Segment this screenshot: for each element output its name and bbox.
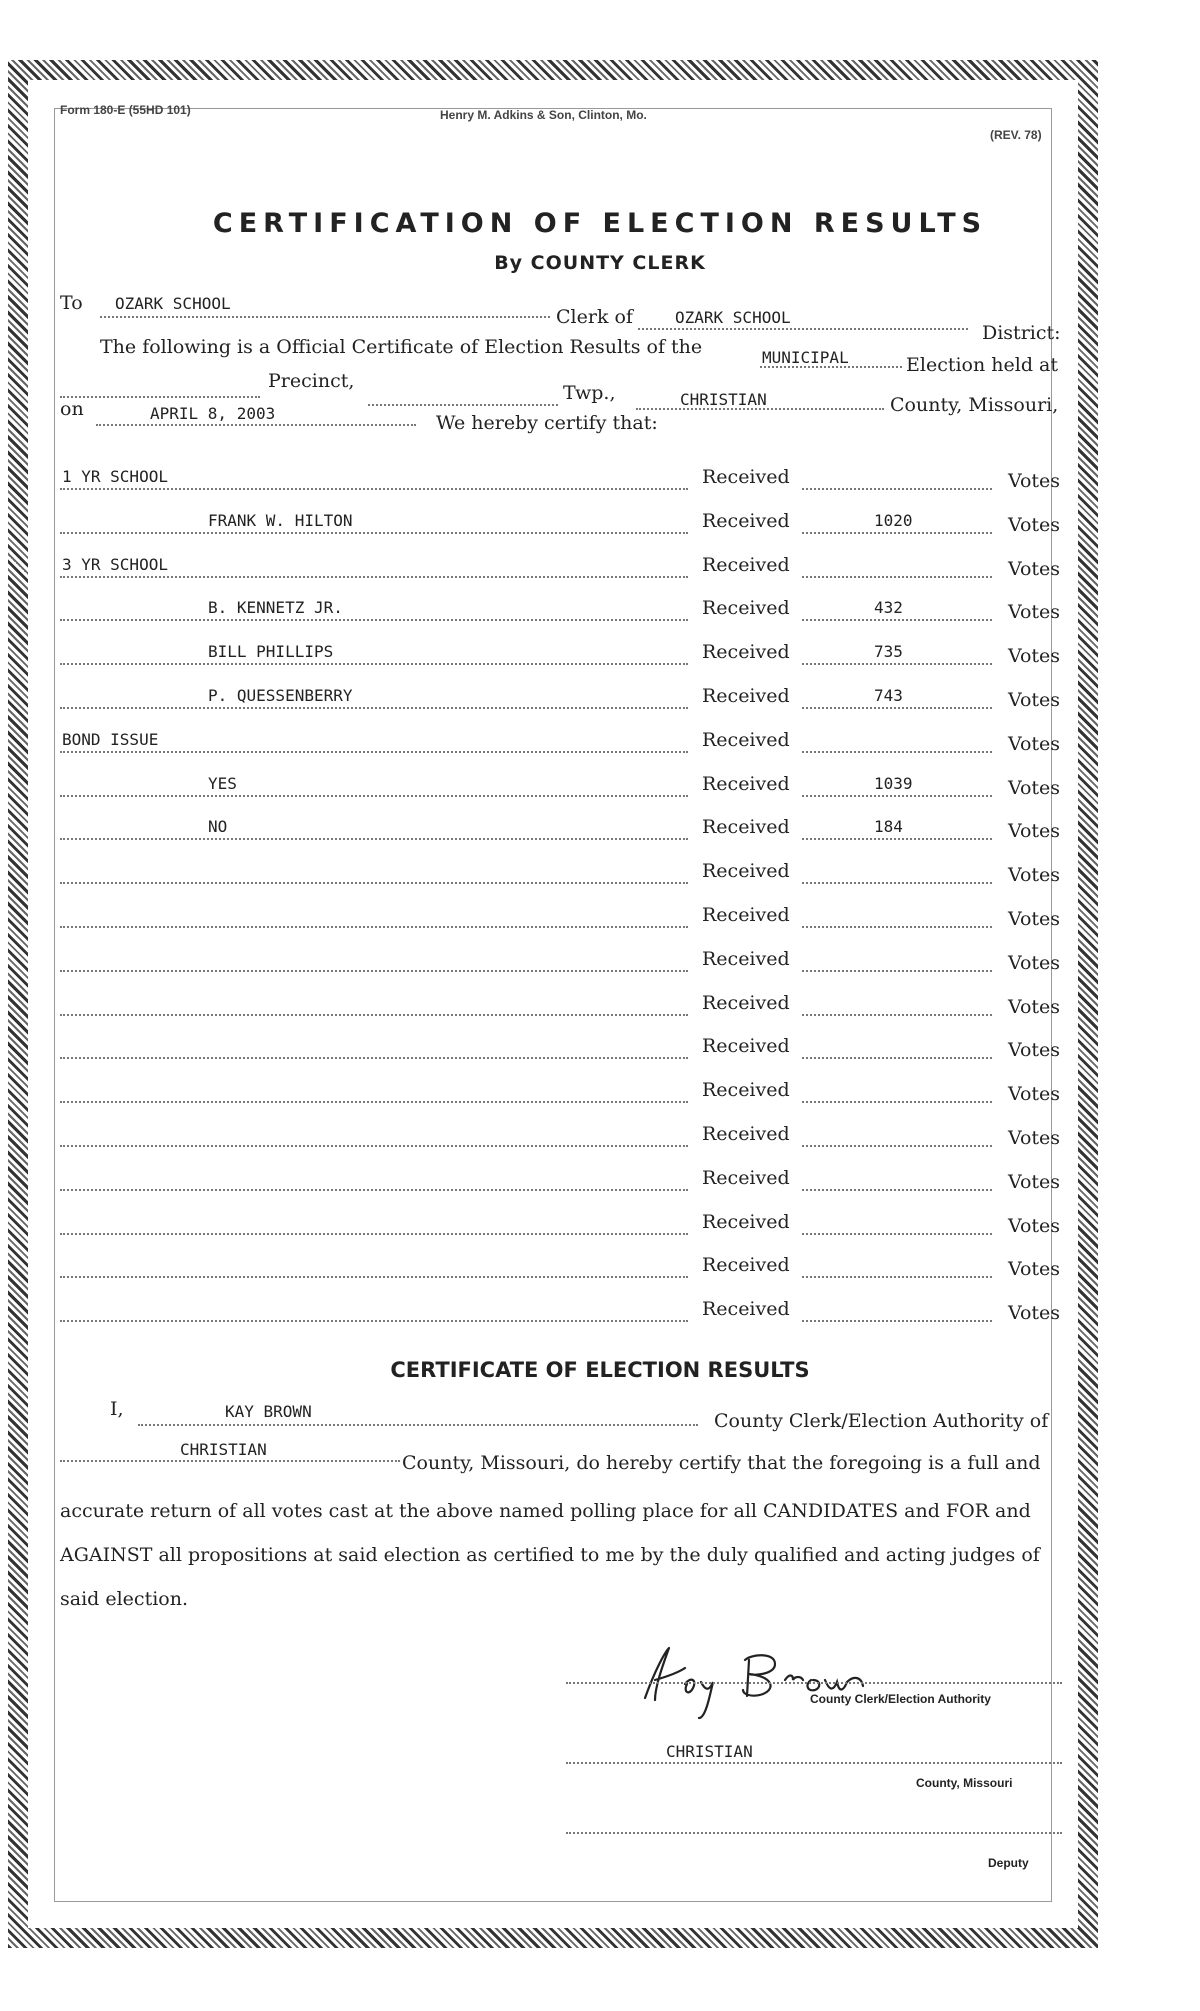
received-label: Received (702, 947, 790, 970)
result-row (60, 944, 1060, 978)
received-label: Received (702, 860, 790, 883)
result-name-line (60, 988, 688, 1016)
votes-label: Votes (1008, 645, 1061, 668)
result-row (60, 900, 1060, 934)
received-label: Received (702, 991, 790, 1014)
received-label: Received (702, 597, 790, 620)
result-row (60, 856, 1060, 890)
certificate-heading: CERTIFICATE OF ELECTION RESULTS (390, 1358, 810, 1382)
document-title: CERTIFICATION OF ELECTION RESULTS (212, 208, 988, 239)
vote-count-line (802, 725, 992, 753)
document-subtitle: By COUNTY CLERK (494, 252, 706, 274)
cert-county-value: CHRISTIAN (180, 1440, 267, 1459)
vote-count-line (802, 944, 992, 972)
precinct-label: Precinct, (268, 370, 355, 392)
result-name: 1 YR SCHOOL (62, 467, 168, 486)
votes-label: Votes (1008, 1214, 1061, 1237)
result-row (60, 769, 1060, 803)
vote-count: 184 (874, 817, 903, 837)
vote-count: 432 (874, 598, 903, 618)
cert-body-line2: accurate return of all votes cast at the above named polling place for all CANDIDATES and FOR and (60, 1500, 1031, 1522)
result-row (60, 1207, 1060, 1241)
result-name: NO (208, 817, 228, 837)
date-value: APRIL 8, 2003 (150, 404, 276, 423)
received-label: Received (702, 1035, 790, 1058)
result-name-line (60, 1250, 688, 1278)
result-row (60, 1294, 1060, 1328)
county-value: CHRISTIAN (680, 390, 767, 409)
vote-count: 1039 (874, 773, 913, 793)
result-name-line (60, 769, 688, 797)
received-label: Received (702, 1210, 790, 1233)
deputy-label: Deputy (988, 1856, 1029, 1870)
vote-count-line (802, 988, 992, 1016)
votes-label: Votes (1008, 1170, 1061, 1193)
result-name-line (60, 1031, 688, 1059)
received-label: Received (702, 1298, 790, 1321)
authority-label: County Clerk/Election Authority of (714, 1410, 1049, 1432)
received-label: Received (702, 1166, 790, 1189)
clerk-name-line (138, 1424, 698, 1426)
votes-label: Votes (1008, 1258, 1061, 1281)
votes-label: Votes (1008, 601, 1061, 624)
cert-body-line3: AGAINST all propositions at said election as certified to me by the duly qualified and acting judges of (60, 1544, 1040, 1566)
received-label: Received (702, 904, 790, 926)
i-label: I, (110, 1398, 124, 1420)
received-label: Received (702, 641, 790, 664)
votes-label: Votes (1008, 557, 1061, 580)
result-row (60, 637, 1060, 671)
result-name: BOND ISSUE (62, 729, 159, 749)
intro-line1: The following is a Official Certificate of Election Results of the (100, 336, 703, 358)
vote-count-line (802, 769, 992, 797)
votes-label: Votes (1008, 1039, 1061, 1062)
votes-label: Votes (1008, 995, 1061, 1018)
received-label: Received (702, 728, 790, 751)
twp-blank-line (368, 404, 558, 406)
sig-county-line (566, 1762, 1062, 1764)
result-row (60, 462, 1060, 496)
vote-count-line (802, 856, 992, 884)
votes-label: Votes (1008, 513, 1061, 536)
vote-count-line (802, 681, 992, 709)
result-row (60, 1119, 1060, 1153)
vote-count: 743 (874, 686, 903, 705)
votes-label: Votes (1008, 1302, 1061, 1325)
result-name-line (60, 944, 688, 972)
vote-count-line (802, 1250, 992, 1278)
form-number: Form 180-E (55HD 101) (60, 103, 191, 117)
twp-label: Twp., (563, 382, 616, 404)
vote-count-line (802, 637, 992, 665)
result-row (60, 593, 1060, 627)
vote-count-line (802, 462, 992, 490)
certify-text: We hereby certify that: (436, 412, 658, 434)
result-name-line (60, 1294, 688, 1322)
received-label: Received (702, 1079, 790, 1102)
result-name-line (60, 550, 688, 578)
result-name: BILL PHILLIPS (208, 642, 334, 662)
result-name: B. KENNETZ JR. (208, 598, 343, 618)
received-label: Received (702, 553, 790, 576)
result-row (60, 1075, 1060, 1109)
result-name-line (60, 1163, 688, 1191)
result-name-line (60, 462, 688, 490)
vote-count-line (802, 812, 992, 840)
result-name-line (60, 681, 688, 709)
vote-count-line (802, 1031, 992, 1059)
sig-county-value: CHRISTIAN (666, 1742, 753, 1761)
votes-label: Votes (1008, 732, 1061, 755)
result-row (60, 506, 1060, 540)
signature-role-label: County Clerk/Election Authority (810, 1692, 991, 1706)
result-name: P. QUESSENBERRY (208, 686, 353, 705)
signature-line (566, 1682, 1062, 1684)
votes-label: Votes (1008, 776, 1061, 799)
votes-label: Votes (1008, 470, 1061, 492)
intro-line1-suffix: Election held at (906, 354, 1058, 376)
vote-count-line (802, 593, 992, 621)
received-label: Received (702, 772, 790, 795)
clerk-of-label: Clerk of (556, 306, 633, 328)
precinct-line (60, 396, 260, 398)
vote-count-line (802, 1075, 992, 1103)
revision-label: (REV. 78) (990, 128, 1042, 142)
cert-county-line (60, 1460, 400, 1462)
result-row (60, 812, 1060, 846)
result-name-line (60, 637, 688, 665)
result-name-line (60, 1207, 688, 1235)
result-name: 3 YR SCHOOL (62, 554, 168, 574)
clerk-name-value: KAY BROWN (225, 1402, 312, 1421)
result-name-line (60, 593, 688, 621)
votes-label: Votes (1008, 820, 1061, 843)
result-row (60, 681, 1060, 715)
votes-label: Votes (1008, 951, 1061, 974)
vote-count-line (802, 506, 992, 534)
result-name-line (60, 1119, 688, 1147)
received-label: Received (702, 1123, 790, 1145)
election-type-value: MUNICIPAL (762, 348, 849, 367)
county-label: County, Missouri, (890, 394, 1059, 416)
result-row (60, 1031, 1060, 1065)
result-name: FRANK W. HILTON (208, 510, 353, 530)
result-row (60, 988, 1060, 1022)
vote-count-line (802, 1163, 992, 1191)
date-line (96, 424, 416, 426)
votes-label: Votes (1008, 908, 1061, 930)
sig-county-label: County, Missouri (916, 1776, 1013, 1790)
on-label: on (60, 398, 84, 420)
clerk-of-value: OZARK SCHOOL (675, 308, 791, 327)
printer-credit: Henry M. Adkins & Son, Clinton, Mo. (440, 108, 647, 122)
vote-count-line (802, 1294, 992, 1322)
to-value: OZARK SCHOOL (115, 294, 231, 313)
votes-label: Votes (1008, 864, 1061, 887)
votes-label: Votes (1008, 1083, 1061, 1106)
cert-body-line4: said election. (60, 1588, 188, 1610)
vote-count: 735 (874, 642, 903, 662)
result-row (60, 725, 1060, 759)
handwritten-signature (625, 1640, 885, 1720)
cert-body-lead: County, Missouri, do hereby certify that the foregoing is a full and (402, 1452, 1041, 1474)
votes-label: Votes (1008, 1127, 1061, 1149)
vote-count-line (802, 1119, 992, 1147)
clerk-of-line (638, 328, 968, 330)
result-row (60, 1250, 1060, 1284)
to-line (100, 316, 550, 318)
received-label: Received (702, 816, 790, 839)
received-label: Received (702, 509, 790, 532)
result-name: YES (208, 773, 237, 793)
to-label: To (60, 292, 83, 314)
result-name-line (60, 812, 688, 840)
result-name-line (60, 900, 688, 928)
result-name-line (60, 856, 688, 884)
votes-label: Votes (1008, 689, 1061, 711)
deputy-line (566, 1832, 1062, 1834)
vote-count-line (802, 900, 992, 928)
result-row (60, 550, 1060, 584)
result-name-line (60, 506, 688, 534)
vote-count-line (802, 1207, 992, 1235)
received-label: Received (702, 685, 790, 707)
vote-count: 1020 (874, 510, 913, 530)
district-label: District: (982, 322, 1061, 344)
result-name-line (60, 725, 688, 753)
result-name-line (60, 1075, 688, 1103)
received-label: Received (702, 1254, 790, 1277)
received-label: Received (702, 466, 790, 488)
result-row (60, 1163, 1060, 1197)
vote-count-line (802, 550, 992, 578)
